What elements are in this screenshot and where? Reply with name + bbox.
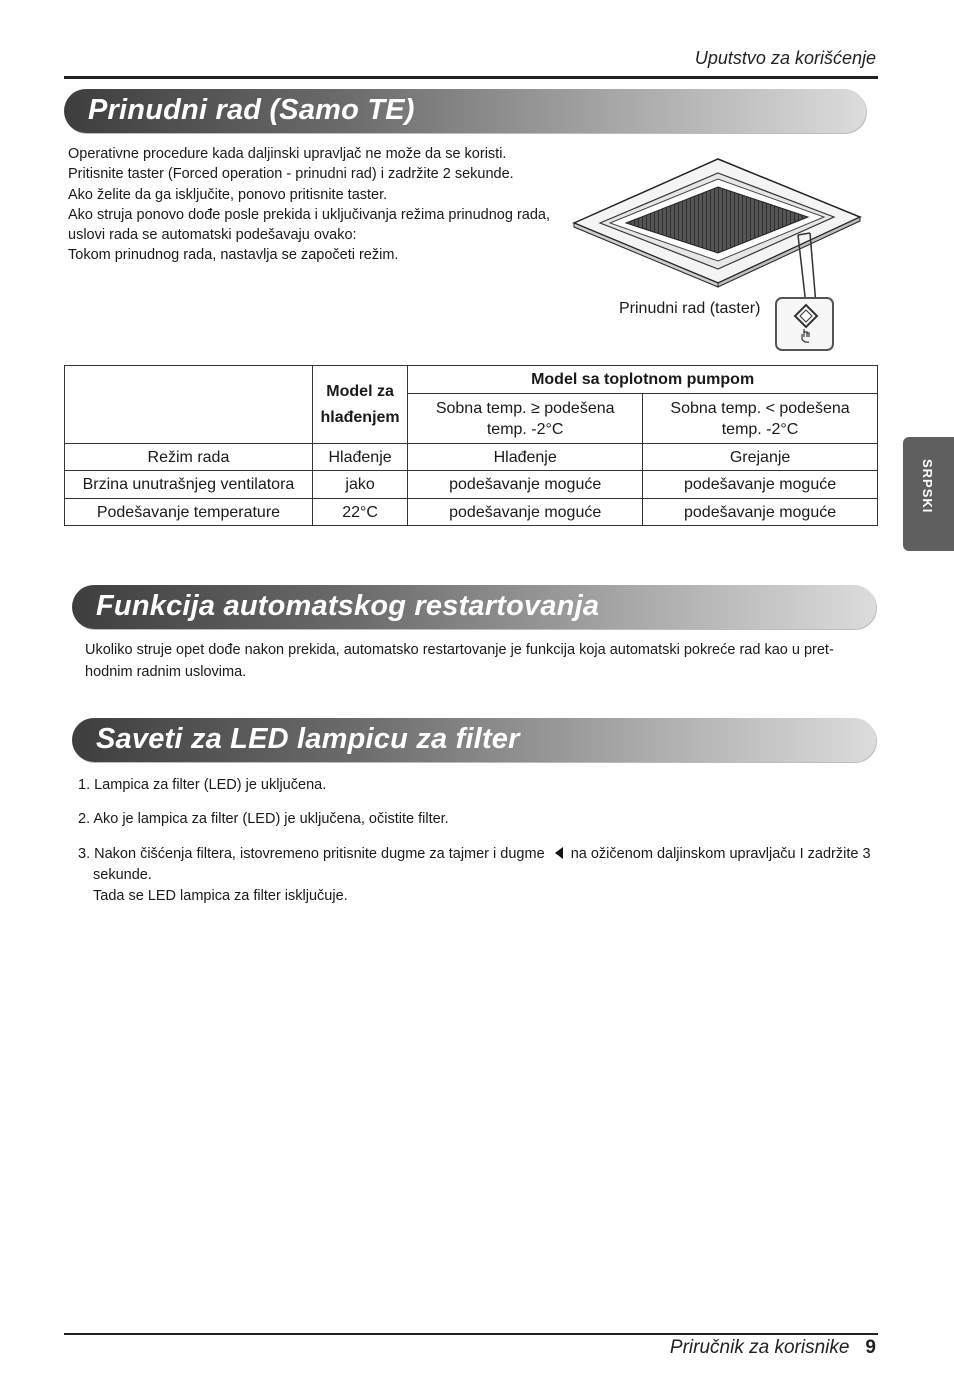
cell-value: 22°C [312,499,407,526]
section-title: Funkcija automatskog restartovanja [96,590,600,622]
header-rule [64,76,878,79]
cell-value: Grejanje [643,444,878,471]
list-item: 1. Lampica za filter (LED) je uključena. [78,777,327,793]
cell-value: podešavanje moguće [643,499,878,526]
table-row [65,471,878,499]
language-tab-label: SRPSKI [920,459,935,514]
list-item: 2. Ako je lampica za filter (LED) je uključena, očistite filter. [78,811,449,827]
list-item-text: na ožičenom daljinskom upravljaču I zadržite 3 [570,846,871,862]
list-item-continuation: sekunde. [93,867,152,883]
language-tab [903,437,954,551]
text-line: Pritisnite taster (Forced operation - prinudni rad) i zadržite 2 sekunde. [68,166,514,183]
left-arrow-icon [555,847,563,859]
row-label: Podešavanje temperature [65,499,313,526]
footer-title: Priručnik za korisnike [669,1337,850,1358]
cell-value: podešavanje moguće [408,471,643,499]
row-label: Režim rada [65,444,313,471]
running-footer [670,1337,876,1359]
text-line: Operativne procedure kada daljinski upravljač ne može da se koristi. [68,146,507,162]
header-cooling-model [312,366,407,444]
page-number: 9 [865,1337,876,1358]
subheader-room-temp-ge [408,394,643,444]
cell-value: Hlađenje [312,444,407,471]
section-title: Prinudni rad (Samo TE) [88,94,415,126]
forced-operation-button[interactable] [775,297,834,351]
table-row [65,499,878,526]
subheader-room-temp-ge-label: Sobna temp. ≥ podešena temp. -2°C [435,399,615,438]
section-banner-forced-operation [64,89,866,133]
section-title: Saveti za LED lampicu za filter [96,723,520,755]
section-banner-auto-restart [72,585,876,629]
hand-press-icon [777,299,832,349]
cell-value: Hlađenje [408,444,643,471]
cell-value: jako [312,471,407,499]
subheader-room-temp-lt-label: Sobna temp. < podešena temp. -2°C [670,399,850,438]
section-banner-filter-led [72,718,876,762]
text-line: Tokom prinudnog rada, nastavlja se započeti režim. [68,247,399,264]
cell-value: podešavanje moguće [643,471,878,499]
text-line: Ako želite da ga isključite, ponovo pritisnite taster. [68,186,388,203]
row-label: Brzina unutrašnjeg ventilatora [65,471,313,499]
filter-led-steps [78,775,871,907]
auto-restart-text [85,639,834,683]
list-item [78,844,871,865]
forced-operation-text [68,144,550,266]
list-item-text: 3. Nakon čišćenja filtera, istovremeno pritisnite dugme za tajmer i dugme [78,846,545,862]
text-line: Ako struja ponovo dođe posle prekida i uključivanja režima prinudnog rada, [68,206,551,223]
table-corner-cell [65,366,313,444]
table-row [65,444,878,471]
text-line: hodnim radnim uslovima. [85,664,247,680]
running-header: Uputstvo za korišćenje [694,48,876,68]
header-heatpump-model: Model sa toplotnom pumpom [408,366,878,394]
operation-conditions-table [64,365,878,526]
text-line: Ukoliko struje opet dođe nakon prekida, automatsko restartovanje je funkcija koja automatski pokreće rad kao u pret- [85,642,834,658]
header-cooling-model-label: Model za hlađenjem [320,382,400,426]
footer-rule [64,1333,878,1335]
cell-value: podešavanje moguće [408,499,643,526]
forced-operation-label: Prinudni rad (taster) [619,300,761,317]
text-line: uslovi rada se automatski podešavaju ovako: [68,227,357,244]
list-item-note: Tada se LED lampica za filter isključuje. [93,888,348,904]
subheader-room-temp-lt [643,394,878,444]
